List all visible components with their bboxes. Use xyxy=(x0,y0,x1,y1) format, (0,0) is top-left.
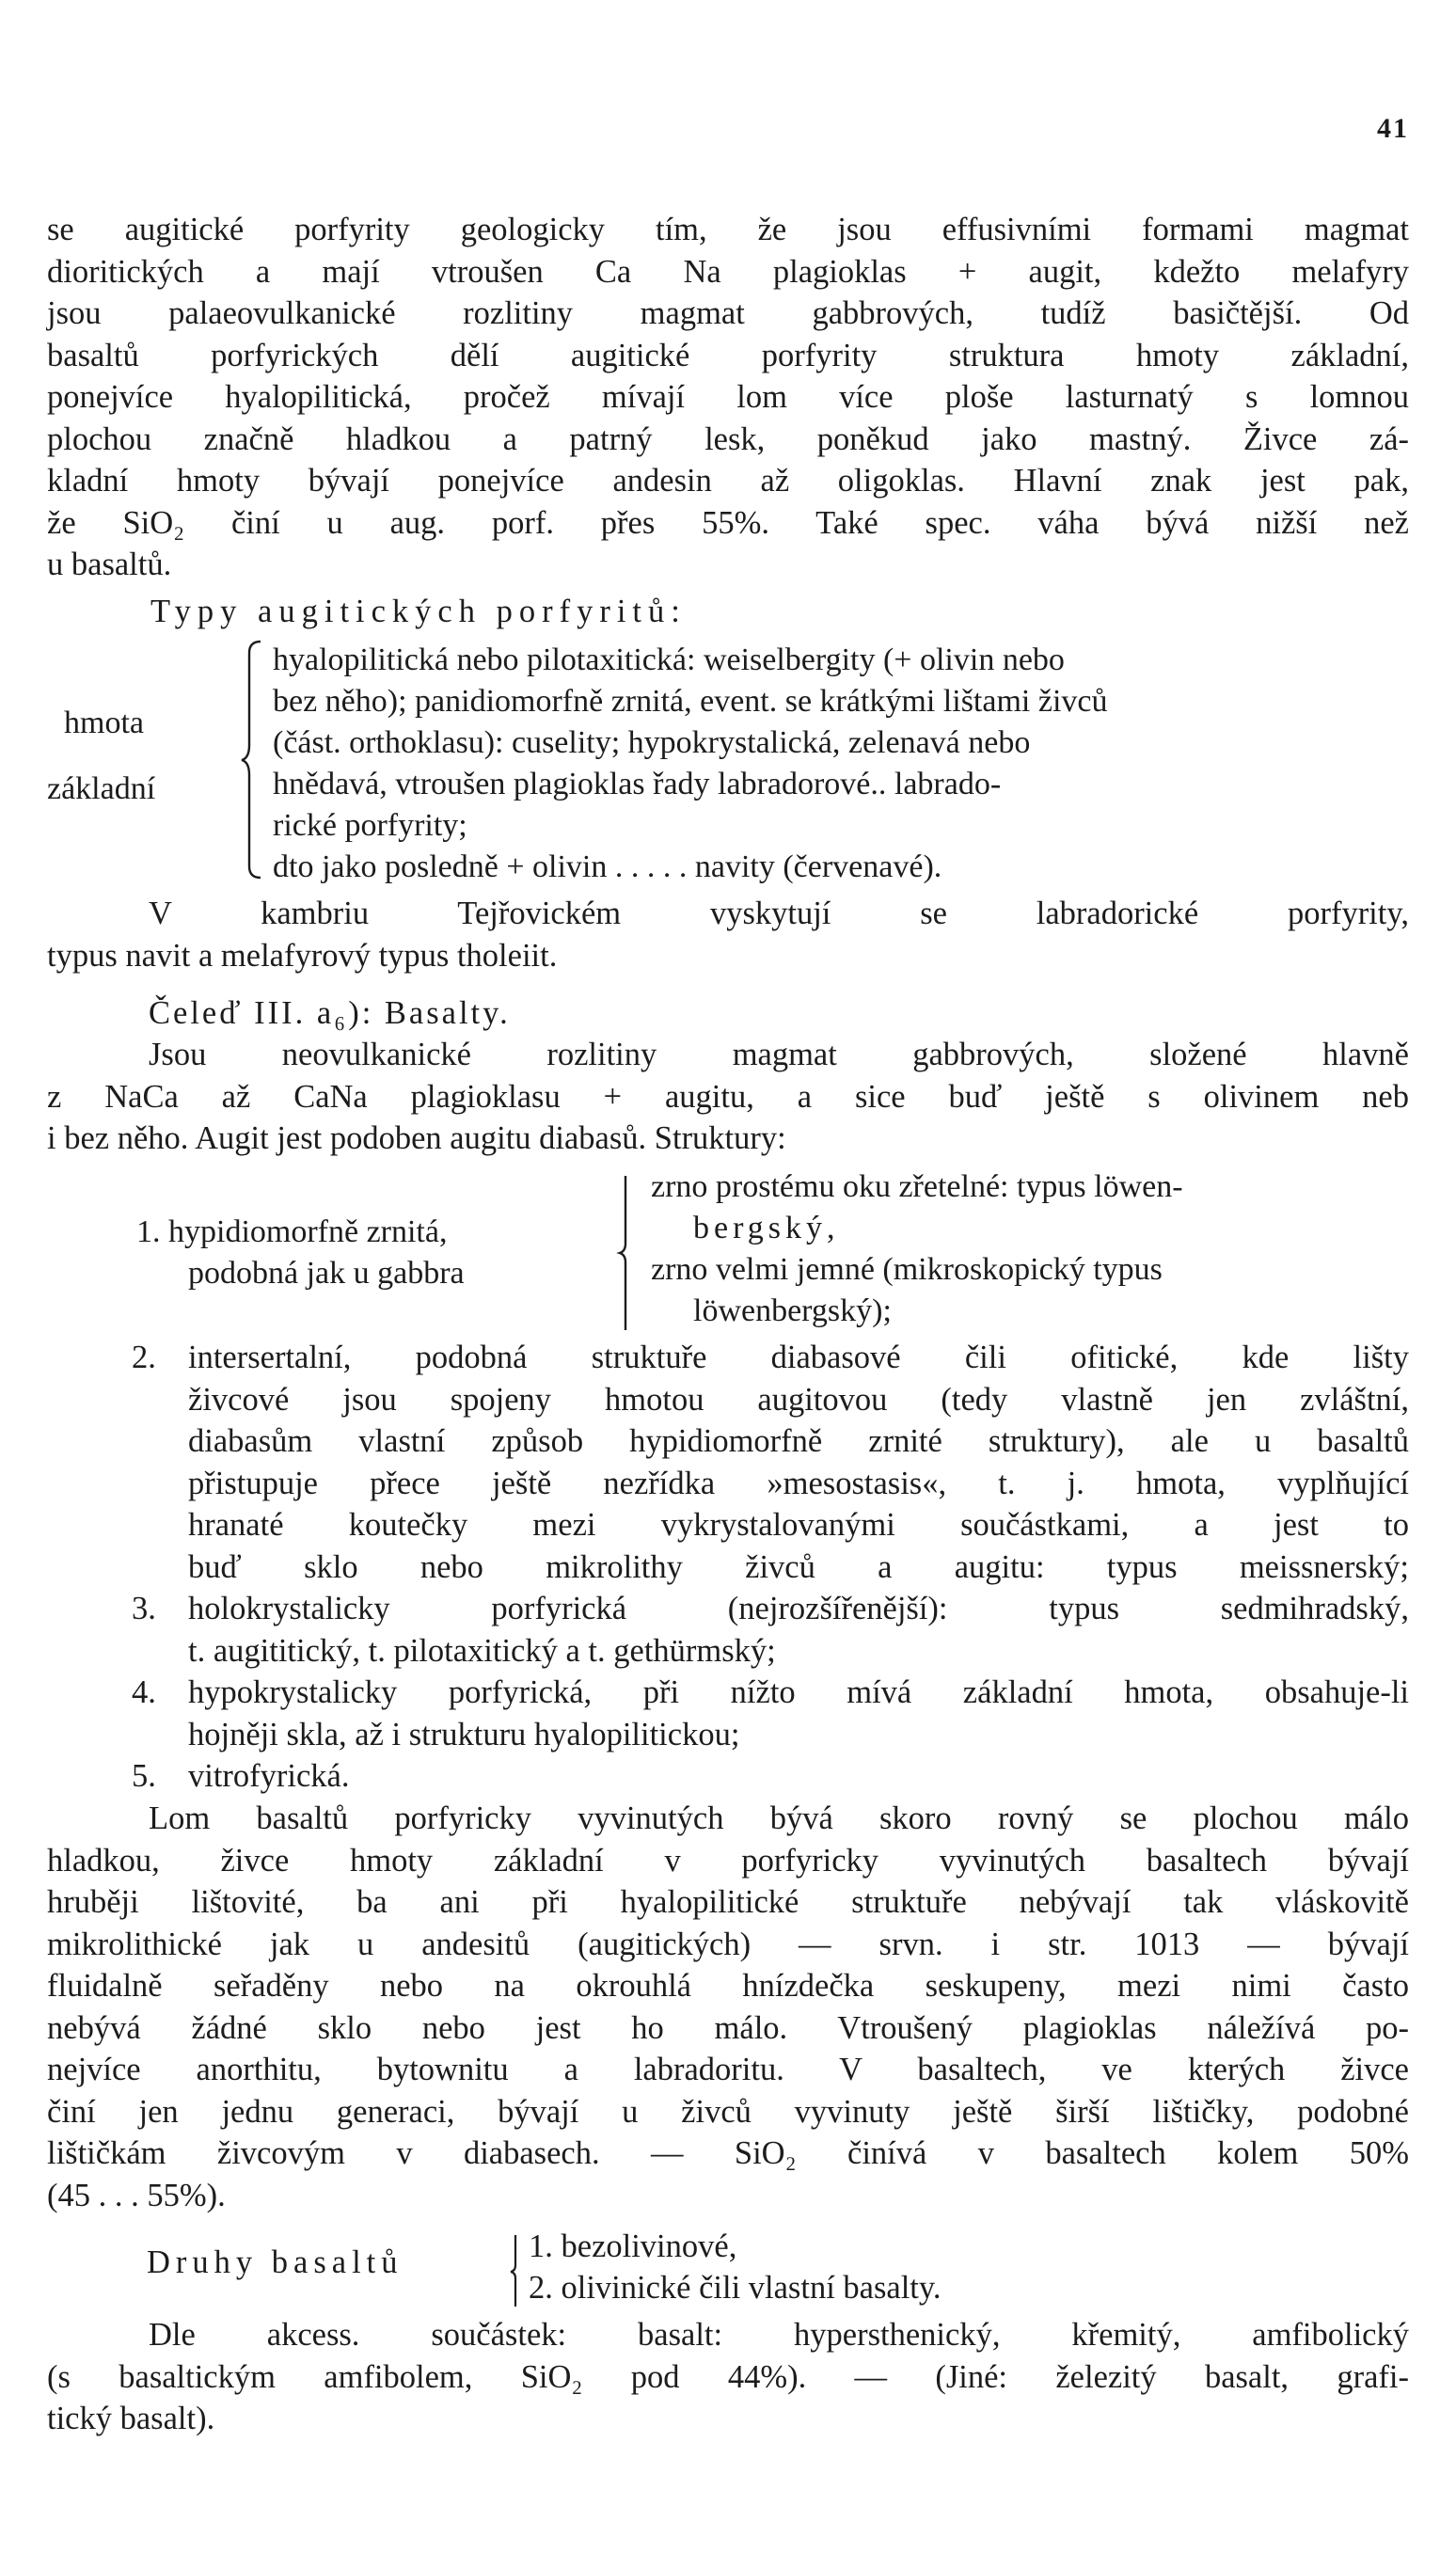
text-line: (45 . . . 55%). xyxy=(47,2177,226,2213)
list-item xyxy=(47,1672,1409,1755)
text-line: hyalopilitická nebo pilotaxitická: weiselbergity (+ olivin nebo xyxy=(273,642,1065,677)
text-line: bez něho); panidiomorfně zrnitá, event. se krátkými lištami živců xyxy=(273,684,1108,719)
text-line: že SiO₂ činí u aug. porf. přes 55%. Také spec. váha bývá nižší než xyxy=(47,504,1409,541)
text-line: ponejvíce hyalopilitická, pročež mívají lom více ploše lasturnatý s lomnou xyxy=(47,379,1409,415)
text-line: fluidalně seřaděny nebo na okrouhlá hnízdečka seskupeny, mezi nimi často xyxy=(47,1968,1409,2004)
text-line: holokrystalicky porfyrická (nejrozšířenější): typus sedmihradský, xyxy=(188,1591,1409,1626)
text-line: hnědavá, vtroušen plagioklas řady labradorové.. labrado- xyxy=(273,767,1002,801)
text-line: intersertalní, podobná struktuře diabasové čili ofitické, kde lišty xyxy=(188,1340,1409,1375)
text-line: nejvíce anorthitu, bytownitu a labradoritu. V basaltech, ve kterých živce xyxy=(47,2052,1409,2087)
text-line: zrno prostému oku zřetelné: typus löwen- xyxy=(651,1169,1183,1204)
structure-1 xyxy=(47,1166,1409,1336)
text-line: Dle akcess. součástek: basalt: hypersthenický, křemitý, amfibolický xyxy=(149,2317,1409,2353)
page-number: 41 xyxy=(1377,113,1409,144)
druhy-items xyxy=(529,2226,942,2308)
text-line: hranaté koutečky mezi vykrystalovanými součástkami, a jest to xyxy=(188,1507,1409,1543)
text-line: diabasům vlastní způsob hypidiomorfně zrnité struktury), ale u basaltů xyxy=(188,1423,1409,1459)
curly-brace-icon xyxy=(616,1174,635,1332)
typy-lines xyxy=(273,640,1456,888)
text-line: plochou značně hladkou a patrný lesk, poněkud jako mastný. Živce zá- xyxy=(47,420,1409,457)
text-line: 1. bezolivinové, xyxy=(529,2228,737,2264)
text-line: nebývá žádné sklo nebo jest ho málo. Vtroušený plagioklas náležívá po- xyxy=(47,2009,1409,2046)
paragraph-cambrium xyxy=(47,893,1409,976)
text-line: zrno velmi jemné (mikroskopický typus xyxy=(651,1252,1163,1287)
text-line: jsou palaeovulkanické rozlitiny magmat gabbrových, tudíž basičtější. Od xyxy=(47,295,1409,331)
list-number: 3. xyxy=(132,1591,156,1626)
text-line: dto jako posledně + olivin . . . . . navity (červenavé). xyxy=(273,849,942,884)
druhy-label: Druhy basaltů xyxy=(147,2244,404,2280)
paragraph-augitic-porphyrites xyxy=(47,209,1409,586)
text-line: (s basaltickým amfibolem, SiO₂ pod 44%). — (Jiné: železitý basalt, grafi- xyxy=(47,2358,1409,2395)
list-number: 5. xyxy=(132,1758,156,1794)
paragraph-accessory xyxy=(47,2314,1409,2440)
text-line: přistupuje přece ještě nezřídka »mesostasis«, t. j. hmota, vyplňující xyxy=(188,1465,1409,1501)
text-line: hladkou, živce hmoty základní v porfyricky vyvinutých basaltech bývají xyxy=(47,1842,1409,1879)
typy-label-hmota: hmota xyxy=(64,706,144,740)
paragraph-basalts-intro xyxy=(47,1034,1409,1160)
typy-label-zakladni: základní xyxy=(47,771,156,806)
text-line: Lom basaltů porfyricky vyvinutých bývá skoro rovný se plochou málo xyxy=(149,1800,1409,1836)
structure-1-variants xyxy=(651,1166,1183,1332)
text-line: 2. olivinické čili vlastní basalty. xyxy=(529,2270,942,2306)
text-line: činí jen jednu generaci, bývají u živců vyvinuty ještě širší lištičky, podobné xyxy=(47,2093,1409,2130)
text-line: lištičkám živcovým v diabasech. — SiO₂ činívá v basaltech kolem 50% xyxy=(47,2135,1409,2171)
text-line: buď sklo nebo mikrolithy živců a augitu: typus meissnerský; xyxy=(188,1548,1409,1585)
curly-brace-icon xyxy=(240,640,262,880)
list-item xyxy=(47,1755,1409,1798)
text-line: typus navit a melafyrový typus tholeiit. xyxy=(47,937,558,974)
text-line: mikrolithické jak u andesitů (augitických) — srvn. i str. 1013 — bývají xyxy=(47,1926,1409,1962)
curly-brace-icon xyxy=(508,2233,523,2308)
text-line: z NaCa až CaNa plagioklasu + augitu, a sice buď ještě s olivinem neb xyxy=(47,1078,1409,1115)
text-line: basaltů porfyrických dělí augitické porfyrity struktura hmoty základní, xyxy=(47,337,1409,373)
text-line: Jsou neovulkanické rozlitiny magmat gabbrových, složené hlavně xyxy=(149,1037,1409,1072)
text-line: kladní hmoty bývají ponejvíce andesin až oligoklas. Hlavní znak jest pak, xyxy=(47,463,1409,499)
text-line: 1. hypidiomorfně zrnitá, xyxy=(136,1214,448,1249)
text-line: rické porfyrity; xyxy=(273,808,467,843)
text-line: (část. orthoklasu): cuselity; hypokrystalická, zelenavá nebo xyxy=(273,725,1031,760)
typy-classification xyxy=(47,640,1409,884)
text-line: bergský, xyxy=(693,1211,840,1245)
text-line: vitrofyrická. xyxy=(188,1758,350,1794)
list-number: 4. xyxy=(132,1674,156,1710)
text-line: löwenbergský); xyxy=(693,1293,892,1328)
text-line: i bez něho. Augit jest podoben augitu diabasů. Struktury: xyxy=(47,1120,786,1156)
list-item xyxy=(47,1588,1409,1672)
text-line: podobná jak u gabbra xyxy=(188,1256,465,1291)
paragraph-basalt-fracture xyxy=(47,1798,1409,2216)
text-line: tický basalt). xyxy=(47,2401,215,2436)
structure-list xyxy=(47,1337,1409,1798)
section-heading-celed: Čeleď III. a₆): Basalty. xyxy=(149,995,511,1031)
text-line: u basaltů. xyxy=(47,547,172,582)
text-line: hojněji skla, až i strukturu hyalopilitickou; xyxy=(188,1716,740,1752)
text-line: se augitické porfyrity geologicky tím, že jsou effusivními formami magmat xyxy=(47,212,1409,247)
druhy-basaltu xyxy=(47,2226,1409,2312)
list-number: 2. xyxy=(132,1340,156,1375)
text-line: t. augititický, t. pilotaxitický a t. gethürmský; xyxy=(188,1632,776,1669)
structure-1-label xyxy=(136,1212,465,1294)
text-line: živcové jsou spojeny hmotou augitovou (tedy vlastně jen zvláštní, xyxy=(188,1381,1409,1418)
text-line: dioritických a mají vtroušen Ca Na plagioklas + augit, kdežto melafyry xyxy=(47,253,1409,290)
list-item xyxy=(47,1337,1409,1588)
text-line: hypokrystalicky porfyrická, při nížto mívá základní hmota, obsahuje-li xyxy=(188,1674,1409,1710)
text-line: hruběji lištovité, ba ani při hyalopilitické struktuře nebývají tak vláskovitě xyxy=(47,1884,1409,1920)
text-line: V kambriu Tejřovickém vyskytují se labradorické porfyrity, xyxy=(149,896,1409,931)
section-heading-typy: Typy augitických porfyritů: xyxy=(150,594,687,629)
